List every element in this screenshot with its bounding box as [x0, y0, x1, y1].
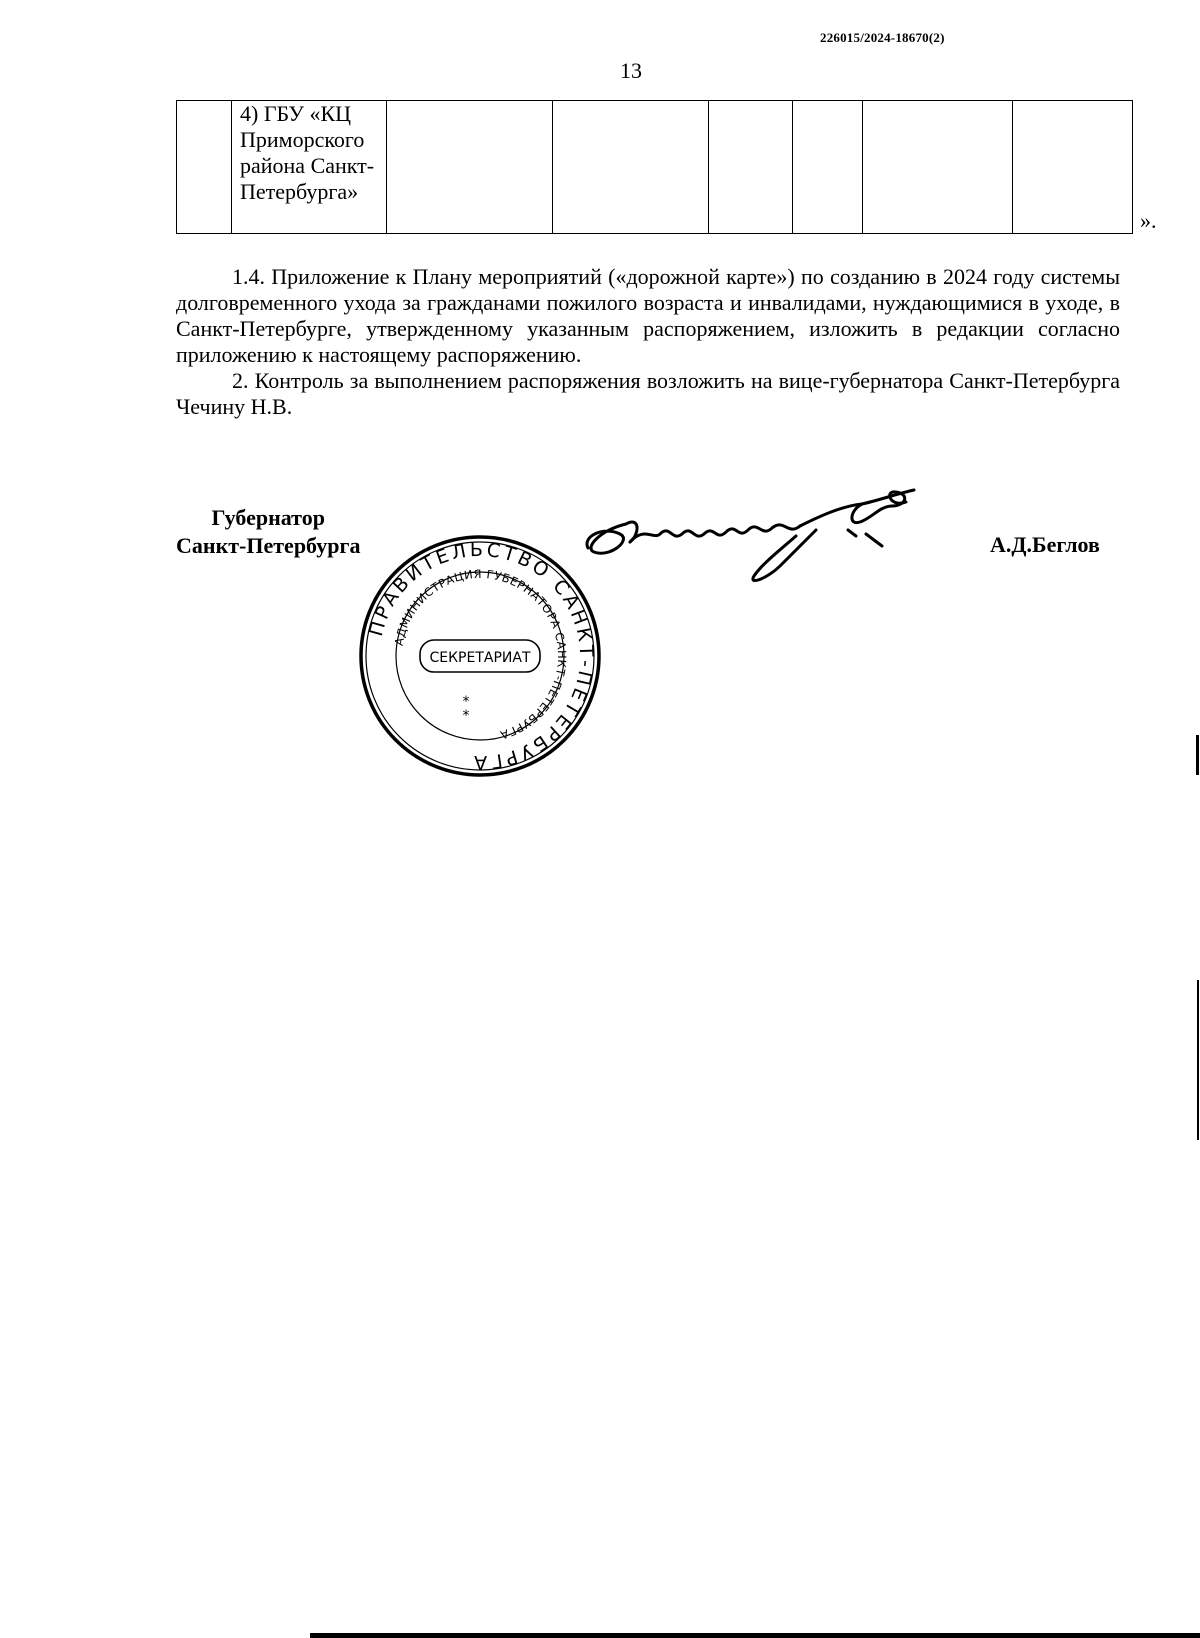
- table-cell: [793, 101, 863, 234]
- svg-text:СЕКРЕТАРИАТ: СЕКРЕТАРИАТ: [429, 650, 531, 666]
- table-cell: [553, 101, 709, 234]
- paragraph-1-text: 1.4. Приложение к Плану мероприятий («дорожной карте») по созданию в 2024 году системы долговременного ухода за гражданами пожилого возраста и инвалидами, нуждающимися в уходе, в Санкт-Петербурге, утвержденному указанным распоряжением, изложить в редакции согласно приложению к настоящему распоряжению.: [176, 264, 1120, 367]
- document-number: 226015/2024-18670(2): [820, 30, 945, 45]
- svg-text:*: *: [462, 708, 470, 724]
- signatory-title-line-2: Санкт-Петербурга: [176, 533, 361, 558]
- official-seal-icon: [358, 534, 602, 778]
- signature-icon: [580, 486, 960, 596]
- svg-text:ПРАВИТЕЛЬСТВО САНКТ-ПЕТЕРБУРГА: ПРАВИТЕЛЬСТВО САНКТ-ПЕТЕРБУРГА: [365, 538, 598, 774]
- table-cell: [863, 101, 1013, 234]
- continued-table: [176, 100, 1133, 234]
- signatory-name: А.Д.Беглов: [990, 532, 1100, 557]
- signatory-title: [176, 504, 360, 560]
- svg-text:*: *: [462, 694, 470, 710]
- table-cell: [1013, 101, 1133, 234]
- organization-cell: 4) ГБУ «КЦ Приморского района Санкт-Петербурга»: [232, 101, 387, 234]
- scan-edge-bottom: [310, 1633, 1200, 1638]
- paragraph-2-text: 2. Контроль за выполнением распоряжения возложить на вице-губернатора Санкт-Петербурга Чечину Н.В.: [176, 368, 1120, 419]
- svg-text:АДМИНИСТРАЦИЯ ГУБЕРНАТОРА САНК: АДМИНИСТРАЦИЯ ГУБЕРНАТОРА САНКТ-ПЕТЕРБУРГА: [391, 566, 570, 743]
- page-number: 13: [620, 58, 642, 83]
- signatory-title-line-1: Губернатор: [211, 505, 325, 530]
- table-cell: [709, 101, 793, 234]
- scan-edge-right-2: [1197, 980, 1199, 1140]
- table-cell: [387, 101, 553, 234]
- paragraph-1: [176, 264, 1120, 368]
- table-row: [177, 101, 1133, 234]
- table-closing-quote: ».: [1140, 208, 1157, 233]
- paragraph-2: [176, 368, 1120, 420]
- table-cell: [177, 101, 232, 234]
- scan-edge-right: [1196, 735, 1199, 775]
